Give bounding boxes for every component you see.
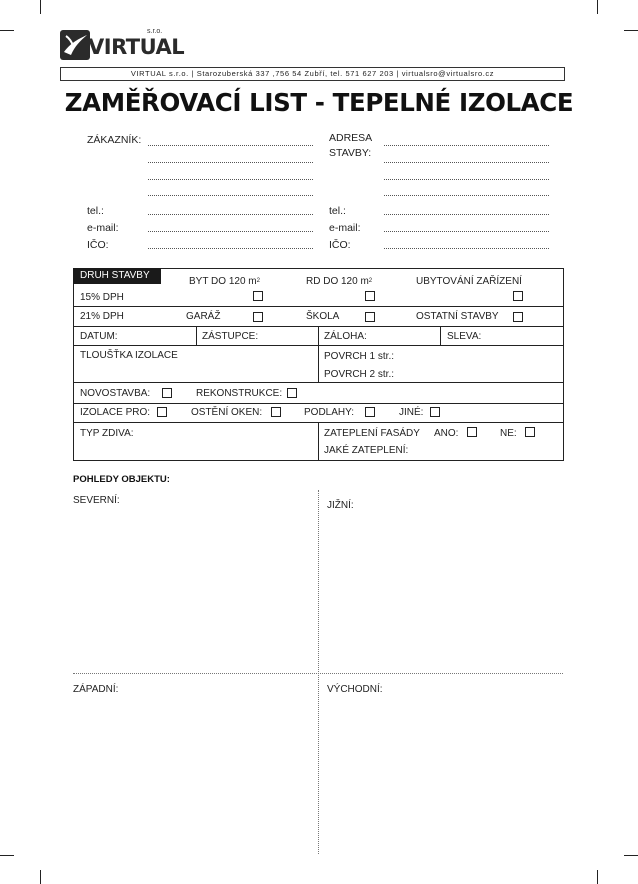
label-dph15: 15% DPH — [80, 292, 124, 303]
views-title: POHLEDY OBJEKTU: — [73, 474, 170, 485]
label-izolace-pro: IZOLACE PRO: — [80, 407, 151, 418]
field-ico-right[interactable] — [384, 248, 549, 249]
label-rekonstrukce: REKONSTRUKCE: — [196, 388, 283, 399]
field-zakaznik-3[interactable] — [148, 179, 313, 180]
drawing-area-vychodni[interactable] — [324, 697, 562, 852]
label-novostavba: NOVOSTAVBA: — [80, 388, 151, 399]
contact-bar: VIRTUAL s.r.o. | Starozuberská 337 ,756 54 Zubří, tel. 571 627 203 | virtualsro@virtualsro.cz — [60, 67, 565, 81]
label-tloustka: TLOUŠŤKA IZOLACE — [80, 350, 178, 361]
field-zakaznik-4[interactable] — [148, 195, 313, 196]
label-tel-left: tel.: — [87, 205, 104, 217]
field-adresa-4[interactable] — [384, 195, 549, 196]
checkbox-rekonstrukce[interactable] — [287, 388, 297, 398]
label-adresa: ADRESA — [329, 132, 373, 144]
label-typ-zdiva: TYP ZDIVA: — [80, 428, 134, 439]
checkbox-ano[interactable] — [467, 427, 477, 437]
col-divider-datum — [196, 326, 197, 345]
label-povrch2: POVRCH 2 str.: — [324, 369, 395, 380]
views-vertical-divider — [318, 490, 319, 854]
label-ostatni: OSTATNÍ STAVBY — [416, 311, 499, 322]
field-adresa-2[interactable] — [384, 162, 549, 163]
label-ico-right: IČO: — [329, 239, 351, 251]
checkbox-ubytovani[interactable] — [513, 291, 523, 301]
crop-mark-bottom-left — [40, 870, 41, 884]
label-rd-text: RD DO 120 m — [306, 276, 369, 287]
label-osteni: OSTĚNÍ OKEN: — [191, 407, 263, 418]
drawing-area-severni[interactable] — [73, 508, 313, 668]
label-stavby: STAVBY: — [329, 147, 372, 159]
druh-stavby-header: DRUH STAVBY — [73, 268, 161, 284]
label-jine: JINÉ: — [399, 407, 424, 418]
col-divider-povrch — [318, 345, 319, 382]
crop-mark-top-left — [40, 0, 41, 14]
label-byt-text: BYT DO 120 m — [189, 276, 257, 287]
field-zakaznik-1[interactable] — [148, 145, 313, 146]
field-tel-left[interactable] — [148, 214, 313, 215]
label-dph21: 21% DPH — [80, 311, 124, 322]
label-datum: DATUM: — [80, 331, 118, 342]
label-jizni: JIŽNÍ: — [327, 500, 354, 511]
label-zatepleni-fasady: ZATEPLENÍ FASÁDY — [324, 428, 420, 439]
checkbox-izolace-pro[interactable] — [157, 407, 167, 417]
label-email-right: e-mail: — [329, 222, 361, 234]
label-jake-zatepleni: JAKÉ ZATEPLENÍ: — [324, 445, 409, 456]
checkbox-byt[interactable] — [253, 291, 263, 301]
label-zaloha: ZÁLOHA: — [324, 331, 367, 342]
byt-m2-sup: 2 — [256, 278, 260, 284]
label-tel-right: tel.: — [329, 205, 346, 217]
checkbox-garaz[interactable] — [253, 312, 263, 322]
label-ne: NE: — [500, 428, 517, 439]
field-ico-left[interactable] — [148, 248, 313, 249]
label-sleva: SLEVA: — [447, 331, 482, 342]
label-byt — [189, 276, 260, 288]
label-ubytovani: UBYTOVÁNÍ ZAŘÍZENÍ — [416, 276, 522, 287]
col-divider-zaloha — [440, 326, 441, 345]
field-adresa-3[interactable] — [384, 179, 549, 180]
label-rd — [306, 276, 372, 288]
crop-mark-top-right-h — [624, 30, 638, 31]
page-title: ZAMĚŘOVACÍ LIST - TEPELNÉ IZOLACE — [64, 88, 574, 117]
checkbox-osteni[interactable] — [271, 407, 281, 417]
field-adresa-1[interactable] — [384, 145, 549, 146]
checkbox-ne[interactable] — [525, 427, 535, 437]
crop-mark-bottom-left-h — [0, 855, 14, 856]
row-divider-4 — [73, 382, 564, 383]
label-zapadni: ZÁPADNÍ: — [73, 684, 119, 695]
checkbox-podlahy[interactable] — [365, 407, 375, 417]
label-skola: ŠKOLA — [306, 311, 340, 322]
label-ico-left: IČO: — [87, 239, 109, 251]
drawing-area-zapadni[interactable] — [73, 697, 313, 852]
checkbox-jine[interactable] — [430, 407, 440, 417]
checkbox-rd[interactable] — [365, 291, 375, 301]
checkbox-novostavba[interactable] — [162, 388, 172, 398]
logo-text: VIRTUAL — [88, 35, 185, 59]
crop-mark-bottom-right — [597, 870, 598, 884]
col-divider-zatepleni — [318, 422, 319, 461]
logo-icon — [60, 30, 90, 60]
logo-suffix: s.r.o. — [147, 28, 163, 35]
crop-mark-top-left-h — [0, 30, 14, 31]
label-zastupce: ZÁSTUPCE: — [202, 331, 259, 342]
label-zakaznik: ZÁKAZNÍK: — [87, 134, 142, 146]
row-divider-5 — [73, 403, 564, 404]
checkbox-skola[interactable] — [365, 312, 375, 322]
label-vychodni: VÝCHODNÍ: — [327, 684, 383, 695]
label-povrch1: POVRCH 1 str.: — [324, 351, 395, 362]
views-horizontal-divider — [73, 673, 563, 674]
checkbox-ostatni[interactable] — [513, 312, 523, 322]
drawing-area-jizni[interactable] — [324, 514, 562, 669]
label-ano: ANO: — [434, 428, 459, 439]
row-divider-1 — [73, 306, 564, 307]
col-divider-zastupce — [318, 326, 319, 345]
crop-mark-top-right — [597, 0, 598, 14]
label-podlahy: PODLAHY: — [304, 407, 355, 418]
field-email-right[interactable] — [384, 231, 549, 232]
field-email-left[interactable] — [148, 231, 313, 232]
label-email-left: e-mail: — [87, 222, 119, 234]
label-severni: SEVERNÍ: — [73, 495, 120, 506]
field-tel-right[interactable] — [384, 214, 549, 215]
rd-m2-sup: 2 — [368, 278, 373, 284]
label-garaz: GARÁŽ — [186, 311, 221, 322]
crop-mark-bottom-right-h — [624, 855, 638, 856]
field-zakaznik-2[interactable] — [148, 162, 313, 163]
